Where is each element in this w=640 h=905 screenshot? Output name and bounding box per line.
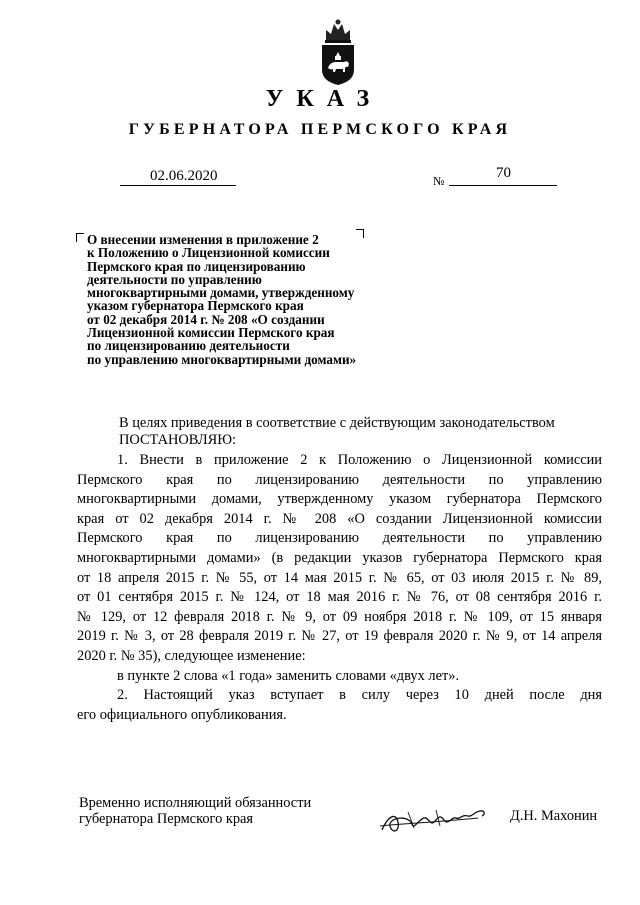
body-line: 2. Настоящий указ вступает в силу через 10 дней после дня xyxy=(117,687,602,704)
body-line: № 129, от 12 февраля 2018 г. № 9, от 09 ноября 2018 г. № 109, от 15 января xyxy=(77,608,602,625)
signatory-position-line: губернатора Пермского края xyxy=(79,811,254,827)
subject-line: О внесении изменения в приложение 2 xyxy=(87,232,319,247)
subject-line: Лицензионной комиссии Пермского края xyxy=(87,325,335,341)
body-line: Пермского края по лицензированию деятельности по управлению xyxy=(77,530,602,547)
body-line: края от 02 декабря 2014 г. № 208 «О создании Лицензионной комиссии xyxy=(77,510,602,527)
number-sign: № xyxy=(433,174,445,188)
body-line: 2020 г. № 35), следующее изменение: xyxy=(77,647,306,664)
body-line: Пермского края по лицензированию деятельности по управлению xyxy=(77,471,602,488)
preamble xyxy=(119,413,555,433)
body-line: от 18 апреля 2015 г. № 55, от 14 мая 2015 г. № 65, от 03 июля 2015 г. № 89, xyxy=(77,569,602,586)
date-underline xyxy=(120,184,236,186)
subject-line: от 02 декабря 2014 г. № 208 «О создании xyxy=(87,311,325,327)
subject-line: многоквартирными домами, утвержденному xyxy=(87,285,355,301)
document-subject xyxy=(87,233,417,366)
subject-line: по лицензированию деятельности xyxy=(87,338,290,354)
decree-word: ПОСТАНОВЛЯЮ: xyxy=(119,432,237,448)
decree-body xyxy=(77,451,602,725)
body-line: многоквартирными домами» (в редакции указов губернатора Пермского края xyxy=(77,549,602,566)
body-line: его официального опубликования. xyxy=(77,706,287,723)
signatory-position-line: Временно исполняющий обязанности xyxy=(79,795,312,811)
subject-line: указом губернатора Пермского края xyxy=(87,298,304,314)
coat-of-arms-icon xyxy=(318,18,358,86)
subject-bracket-left xyxy=(76,233,84,242)
document-number: 70 xyxy=(496,165,511,181)
subject-line: Пермского края по лицензированию xyxy=(87,258,306,274)
document-type-title: УКАЗ xyxy=(265,86,383,112)
issuer-title: ГУБЕРНАТОРА ПЕРМСКОГО КРАЯ xyxy=(128,121,512,138)
signatory-position xyxy=(79,795,311,827)
subject-line: по управлению многоквартирными домами» xyxy=(87,351,357,367)
subject-line: деятельности по управлению xyxy=(87,271,262,287)
body-line: в пункте 2 слова «1 года» заменить словами «двух лет». xyxy=(117,667,460,684)
number-underline xyxy=(449,184,557,186)
body-line: многоквартирными домами, утвержденному указом губернатора Пермского xyxy=(77,491,602,508)
subject-line: к Положению о Лицензионной комиссии xyxy=(87,245,330,261)
body-line: 2019 г. № 3, от 28 февраля 2019 г. № 27, от 19 февраля 2020 г. № 9, от 14 апреля xyxy=(77,628,602,645)
handwritten-signature xyxy=(378,806,490,836)
signatory-name: Д.Н. Махонин xyxy=(510,808,598,824)
preamble-text: В целях приведения в соответствие с действующим законодательством xyxy=(119,415,555,431)
body-line: 1. Внести в приложение 2 к Положению о Лицензионной комиссии xyxy=(117,452,602,468)
document-date: 02.06.2020 xyxy=(150,168,218,184)
body-line: от 01 сентября 2015 г. № 124, от 18 мая 2016 г. № 76, от 08 сентября 2016 г. xyxy=(77,589,602,606)
